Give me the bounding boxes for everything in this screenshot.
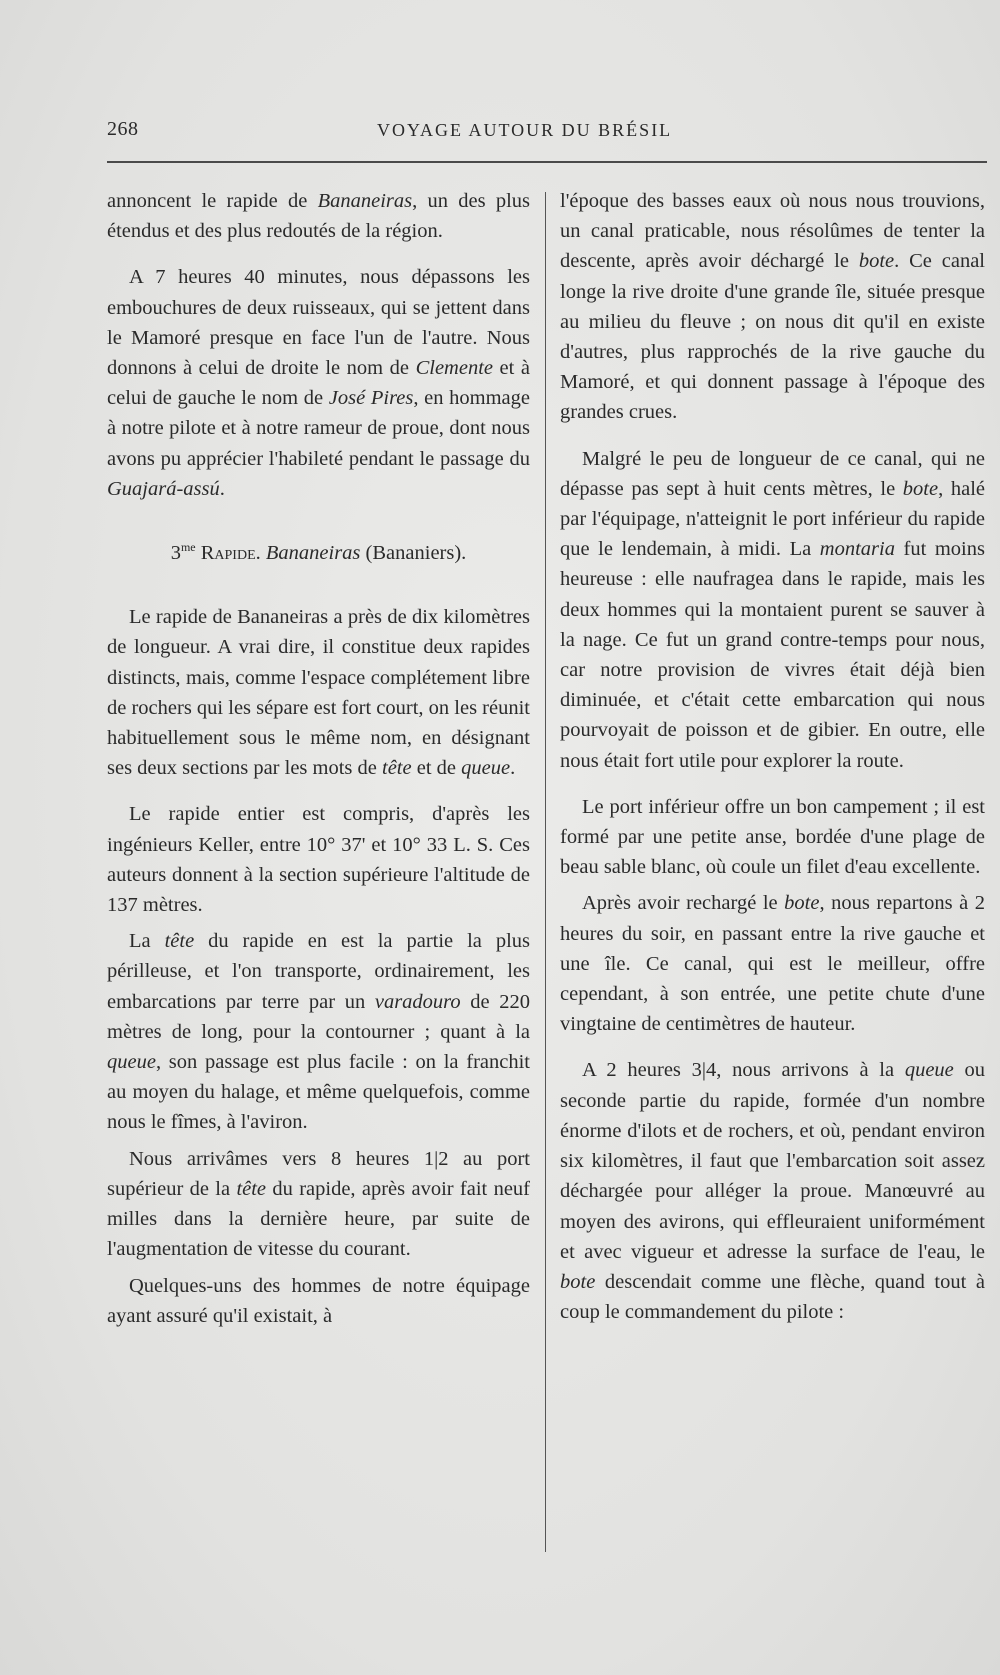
italic-term: queue <box>904 1059 954 1082</box>
text-run: Après avoir rechargé le <box>582 892 785 915</box>
paragraph <box>107 926 530 1137</box>
text-run: . <box>219 477 225 500</box>
text-run: Le port inférieur offre un bon campement ; il est formé par une petite anse, bordée d'une plage de beau sable blanc, où coule un filet d'eau excellente. <box>560 795 985 879</box>
text-run: La <box>129 930 165 953</box>
italic-term: tête <box>382 757 412 780</box>
italic-term: Clemente <box>415 357 493 380</box>
section-title: Bananeiras <box>265 542 361 565</box>
text-run: A 7 heures 40 minutes, nous dépassons les embouchures de deux ruisseaux, qui se jettent dans le Mamoré presque en face l'un de l'autre. Nous donnons à celui de droite le nom de <box>107 266 530 380</box>
running-title: VOYAGE AUTOUR DU BRÉSIL <box>377 120 673 140</box>
italic-term: tête <box>164 930 195 953</box>
section-heading: $3^{me}$ Rapide. Bananeiras (Bananiers). <box>170 540 467 565</box>
section-number-suffix: me <box>180 540 196 555</box>
text-run: , un des plus étendus et des plus redoutés de la région. <box>107 190 531 243</box>
text-run: , halé par l'équipage, n'atteignit le port inférieur du rapide que le lendemain, à midi. La <box>560 477 985 561</box>
right-column <box>560 186 985 1327</box>
italic-term: queue <box>461 757 511 780</box>
text-run: , son passage est plus facile : on la franchit au moyen du halage, et même quelquefois, comme nous le fîmes, à l'aviron. <box>107 1051 530 1134</box>
paragraph <box>107 799 530 920</box>
paragraph <box>560 1055 985 1327</box>
text-run: du rapide, après avoir fait neuf milles dans la dernière heure, par suite de l'augmentation de vitesse du courant. <box>107 1177 531 1261</box>
italic-term: tête <box>236 1177 267 1200</box>
paragraph <box>560 888 985 1039</box>
text-run: Le rapide entier est compris, d'après les ingénieurs Keller, entre 10° 37' et 10° 33 L. S. Ces auteurs donnent à la section supérieure l'altitude de 137 mètres. <box>107 803 530 917</box>
text-run: et à celui de gauche le nom de <box>107 357 530 410</box>
italic-term: bote <box>560 1270 596 1293</box>
page-header <box>107 118 983 152</box>
section-subtitle: (Bananiers). <box>360 542 467 565</box>
left-column <box>107 186 530 1331</box>
paragraph <box>560 792 985 883</box>
text-run: fut moins heureuse : elle naufragea dans le rapide, mais les deux hommes qui la montaient purent se sauver à la nage. Ce fut un grand contre-temps pour nous, car notre provision de vivres était déjà bien diminuée, et c'était cette embarcation qui nous pourvoyait de poisson et de gibier. En outre, elle nous était fort utile pour explorer la route. <box>560 538 985 772</box>
text-run: . Ce canal longe la rive droite d'une grande île, située presque au milieu du fleuve ; on nous dit qu'il en existe d'autres, plus rapprochés de la rive gauche du Mamoré, et qui donnent passage à l'époque des grandes crues. <box>560 250 986 424</box>
text-run: ou seconde partie du rapide, formée d'un nombre énorme d'ilots et de rochers, et où, pendant environ six kilomètres, il faut que l'embarcation soit assez déchargée pour alléger la proue. Manœuvré au moyen des avirons, qui effleuraient uniformément et avec vigueur et adresse la surface de l'eau, le <box>560 1059 985 1263</box>
text-run: annoncent le rapide de <box>107 190 318 212</box>
text-run: et de <box>411 757 462 780</box>
italic-term: Bananeiras <box>317 190 413 212</box>
text-run: de 220 mètres de long, pour la contourner ; quant à la <box>107 990 530 1043</box>
paragraph <box>107 602 530 783</box>
italic-term: bote <box>858 250 895 273</box>
text-run: Le rapide de Bananeiras a près de dix kilomètres de longueur. A vrai dire, il constitue deux rapides distincts, mais, comme l'espace complétement libre de rochers qui les sépare est fort court, on les réunit habituellement sous le même nom, en désignant ses deux sections par les mots de <box>107 606 530 780</box>
column-divider <box>545 192 546 1552</box>
header-rule <box>107 161 987 163</box>
text-run: . <box>510 757 516 780</box>
italic-term: queue <box>107 1051 156 1074</box>
paragraph <box>560 186 985 428</box>
italic-term: bote <box>784 892 820 915</box>
italic-term: Guajará-assú <box>107 477 220 500</box>
paragraph <box>107 1271 530 1331</box>
text-run: Nous arrivâmes vers 8 heures 1|2 au port supérieur de la <box>107 1147 530 1200</box>
italic-term: varadouro <box>374 990 461 1013</box>
section-label: Rapide <box>200 542 256 565</box>
section-number: 3 <box>170 542 181 565</box>
text-run: du rapide en est la partie la plus périlleuse, et l'on transporte, ordinairement, les embarcations par terre par un <box>107 930 530 1013</box>
paragraph <box>107 186 530 246</box>
text-run: , nous repartons à 2 heures du soir, en passant entre la rive gauche et une île. Ce canal, qui est le meilleur, offre cependant, à son entrée, une petite chute d'une vingtaine de centimètres de hauteur. <box>560 892 985 1036</box>
italic-term: bote <box>902 477 939 500</box>
paragraph <box>560 444 985 776</box>
text-run: , en hommage à notre pilote et à notre rameur de proue, dont nous avons pu apprécier l'habileté pendant le passage du <box>107 387 530 470</box>
paragraph <box>107 1144 530 1265</box>
page-number: 268 <box>107 118 139 140</box>
text-run: l'époque des basses eaux où nous nous trouvions, un canal praticable, nous résolûmes de tenter la descente, après avoir déchargé le <box>560 190 985 273</box>
italic-term: montaria <box>819 538 895 561</box>
text-run: descendait comme une flèche, quand tout à coup le commandement du pilote : <box>560 1270 985 1324</box>
text-run: A 2 heures 3|4, nous arrivons à la <box>582 1059 905 1082</box>
paragraph <box>107 262 530 504</box>
text-run: Malgré le peu de longueur de ce canal, qui ne dépasse pas sept à huit cents mètres, le <box>560 447 985 500</box>
italic-term: José Pires <box>328 387 414 410</box>
text-run: Quelques-uns des hommes de notre équipage ayant assuré qu'il existait, à <box>107 1274 530 1327</box>
